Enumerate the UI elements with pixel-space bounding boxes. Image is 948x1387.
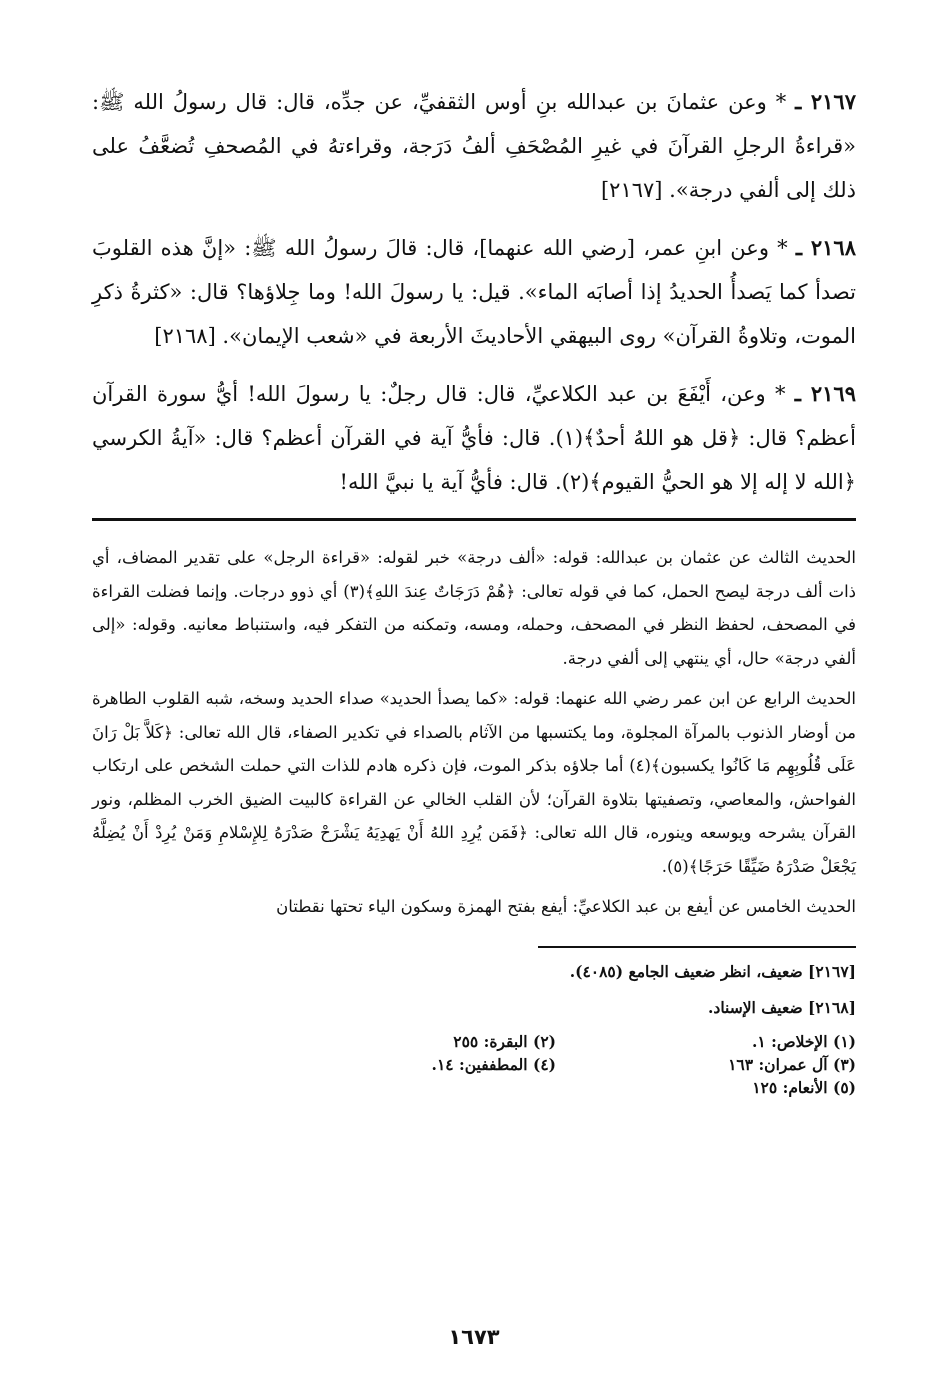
reference-1: (١) الإخلاص: ١. bbox=[752, 1031, 856, 1051]
commentary-paragraph: الحديث الثالث عن عثمان بن عبدالله: قوله: «ألف درجة» خبر لقوله: «قراءة الرجل» على تقدير المضاف، أي ذات ألف درجة ليصح الحمل، كما في قوله تعالى: ﴿هُمْ دَرَجَاتٌ عِندَ اللهِ﴾(٣) أي ذوو درجات. وإنما فضلت القراءة في المصحف، لحفظ النظر في المصحف، وحمله، ومسه، وتمكنه من التفكر فيه، واستنباط معانيه. وقوله: «إلى ألفي درجة» حال، أي ينتهي إلى ألفي درجة. bbox=[92, 548, 856, 668]
hadith-text: * وعن عثمانَ بن عبدالله بنِ أوس الثقفيِّ، عن جدِّه، قال: قال رسولُ الله ﷺ: «قراءةُ الرجلِ القرآنَ في غيرِ المُصْحَفِ ألفُ دَرَجة، وقراءتهُ في المُصحفِ تُضعَّفُ على ذلك إلى ألفي درجة». [٢١٦٧] bbox=[92, 90, 856, 202]
reference-5: (٥) الأنعام: ١٢٥ bbox=[752, 1077, 856, 1097]
grading-note-2167: [٢١٦٧] ضعيف، انظر ضعيف الجامع (٤٠٨٥). bbox=[569, 961, 856, 981]
hadith-text: * وعن ابنِ عمر، [رضي الله عنهما]، قال: قالَ رسولُ الله ﷺ: «إنَّ هذه القلوبَ تصدأ كما يَصدأُ الحديدُ إذا أصابَه الماء». قيل: يا رسولَ الله! وما جِلاؤها؟ قال: «كثرةُ ذكرِ الموت، وتلاوةُ القرآن» روى البيهقي الأحاديثَ الأربعة في «شعب الإيمان». [٢١٦٨] bbox=[92, 236, 856, 348]
hadith-text: * وعن، أَيْفَعَ بن عبد الكلاعيِّ، قال: قال رجلٌ: يا رسولَ الله! أيُّ سورة القرآن أعظم؟ قال: ﴿قل هو اللهُ أحدٌ﴾(١). قال: فأيُّ آية في القرآن أعظم؟ قال: «آيةُ الكرسي ﴿الله لا إله إلا هو الحيُّ القيوم﴾(٢). قال: فأيُّ آية يا نبيَّ الله! bbox=[92, 382, 856, 494]
reference-3: (٣) آل عمران: ١٦٣ bbox=[728, 1054, 856, 1074]
hadith-2168 bbox=[92, 226, 856, 358]
commentary-paragraph: الحديث الرابع عن ابن عمر رضي الله عنهما: قوله: «كما يصدأ الحديد» صداء الحديد وسخه، شبه القلوب الطاهرة من أوضار الذنوب بالمرآة المجلوة، وما يكتسبها من الآثام بالصداء في تكدير الصفاء، قال الله تعالى: ﴿كَلاَّ بَلْ رَانَ عَلَى قُلُوبِهِم مَا كَانُوا يكسبون﴾(٤) أما جلاؤه بذكر الموت، فإن ذكره هادم للذات التي حملت الشخص على ارتكاب الفواحش، والمعاصي، وتصفيتها بتلاوة القرآن؛ لأن القلب الخالي عن القراءة كالبيت الضيق الخرب المظلم، ونور القرآن يشرحه ويوسعه وينوره، قال الله تعالى: ﴿فَمَن يُرِدِ اللهُ أَنْ يَهدِيَهُ يَشْرَحْ صَدْرَهُ لِلإِسْلامِ وَمَنْ يُرِدْ أَنْ يُضِلَّهُ يَجْعَلْ صَدْرَهُ ضَيِّقًا حَرَجًا﴾(٥). bbox=[92, 689, 856, 876]
hadith-number: ٢١٦٩ ـ bbox=[794, 381, 856, 406]
commentary-paragraph: الحديث الخامس عن أيفع بن عبد الكلاعيِّ: أيفع بفتح الهمزة وسكون الياء تحتها نقطتان bbox=[276, 897, 856, 916]
grading-note-2168: [٢١٦٨] ضعيف الإسناد. bbox=[708, 997, 856, 1017]
reference-4: (٤) المطففين: ١٤. bbox=[431, 1054, 556, 1074]
quran-references bbox=[92, 1032, 856, 1097]
hadith-2169 bbox=[92, 372, 856, 504]
page-number: ١٦٧٣ bbox=[448, 1325, 500, 1349]
reference-2: (٢) البقرة: ٢٥٥ bbox=[453, 1031, 556, 1051]
hadith-number: ٢١٦٨ ـ bbox=[795, 235, 856, 260]
footnote-divider bbox=[538, 946, 856, 948]
commentary-divider bbox=[92, 518, 856, 521]
hadith-2167 bbox=[92, 80, 856, 212]
hadith-number: ٢١٦٧ ـ bbox=[795, 89, 856, 114]
